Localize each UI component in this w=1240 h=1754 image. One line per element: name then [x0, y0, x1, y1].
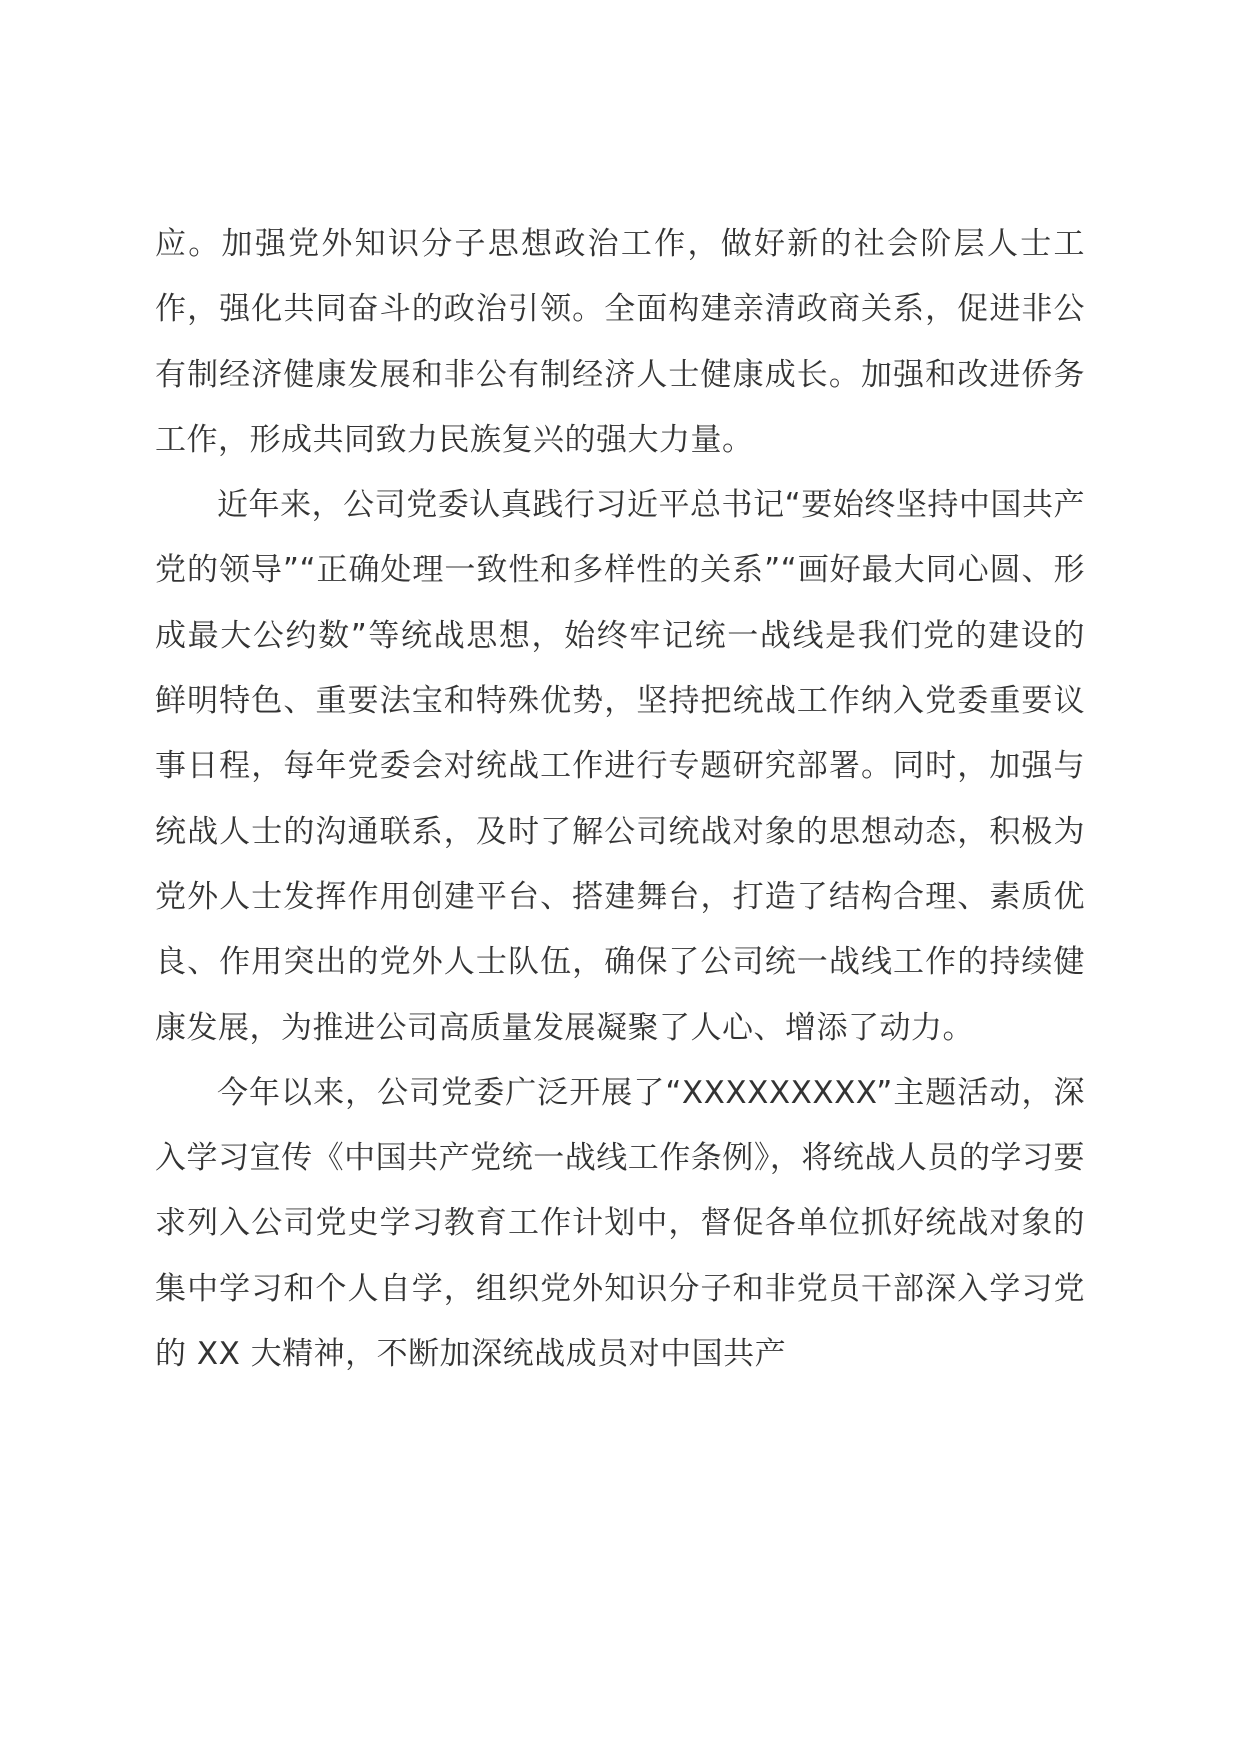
paragraph-recent-years: 近年来，公司党委认真践行习近平总书记“要始终坚持中国共产党的领导”“正确处理一致性和多样性的关系”“画好最大同心圆、形成最大公约数”等统战思想，始终牢记统一战线是我们党的建设的鲜明特色、重要法宝和特殊优势，坚持把统战工作纳入党委重要议事日程，每年党委会对统战工作进行专题研究部署。同时，加强与统战人士的沟通联系，及时了解公司统战对象的思想动态，积极为党外人士发挥作用创建平台、搭建舞台，打造了结构合理、素质优良、作用突出的党外人士队伍，确保了公司统一战线工作的持续健康发展，为推进公司高质量发展凝聚了人心、增添了动力。 — [155, 487, 1085, 1046]
document-body — [155, 212, 1085, 1387]
paragraph-this-year: 今年以来，公司党委广泛开展了“XXXXXXXXX”主题活动，深入学习宣传《中国共产党统一战线工作条例》，将统战人员的学习要求列入公司党史学习教育工作计划中，督促各单位抓好统战对象的集中学习和个人自学，组织党外知识分子和非党员干部深入学习党的 XX 大精神，不断加深统战成员对中国共产 — [155, 1074, 1085, 1373]
paragraph-continuation: 应。加强党外知识分子思想政治工作，做好新的社会阶层人士工作，强化共同奋斗的政治引领。全面构建亲清政商关系，促进非公有制经济健康发展和非公有制经济人士健康成长。加强和改进侨务工作，形成共同致力民族复兴的强大力量。 — [155, 226, 1085, 458]
